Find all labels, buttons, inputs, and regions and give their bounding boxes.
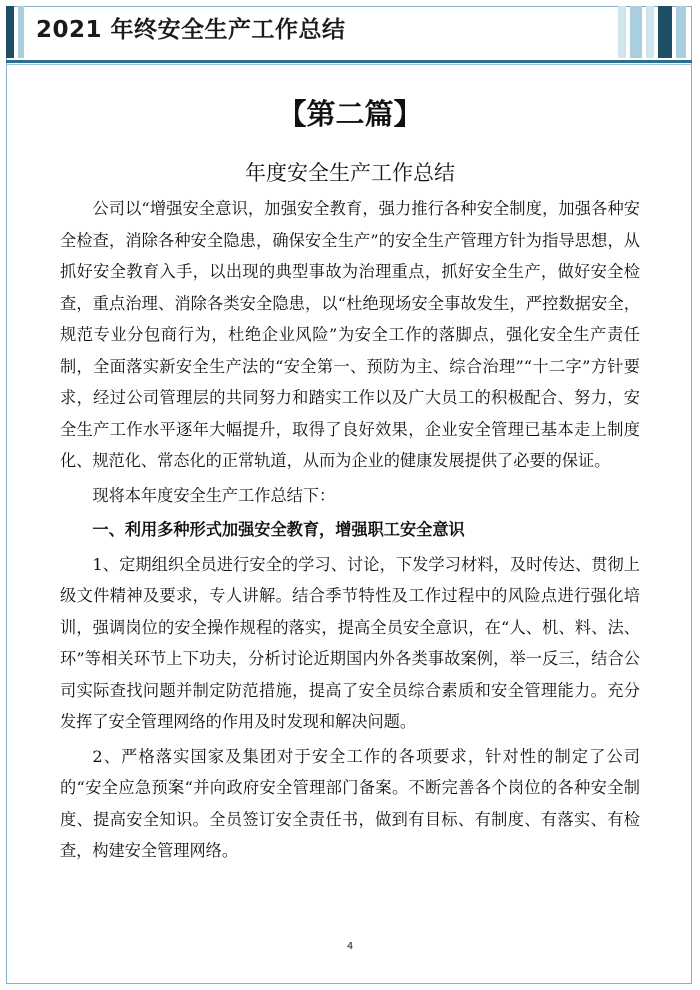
body-paragraph: 2、严格落实国家及集团对于安全工作的各项要求，针对性的制定了公司的“安全应急预案“并向政府安全管理部门备案。不断完善各个岗位的各种安全制度、提高安全知识。全员签订安全责任书，做到有目标、有制度、有落实、有检查，构建安全管理网络。 <box>60 746 640 860</box>
body-paragraph: 1、定期组织全员进行安全的学习、讨论，下发学习材料，及时传达、贯彻上级文件精神及要求，专人讲解。结合季节特性及工作过程中的风险点进行强化培训，强调岗位的安全操作规程的落实，提高全员安全意识，在“人、机、料、法、环”等相关环节上下功夫，分析讨论近期国内外各类事故案例，举一反三，结合公司实际查找问题并制定防范措施，提高了安全员综合素质和安全管理能力。充分发挥了安全管理网络的作用及时发现和解决问题。 <box>60 554 640 731</box>
page-header <box>0 0 700 64</box>
document-title: 年度安全生产工作总结 <box>245 161 455 185</box>
document-body <box>60 193 640 867</box>
header-left-bar <box>6 6 14 58</box>
header-stripe <box>676 6 686 58</box>
page-number: 4 <box>346 941 354 952</box>
header-rule-thin <box>6 64 692 65</box>
header-stripe <box>618 6 626 58</box>
body-paragraph: 公司以“增强安全意识，加强安全教育，强力推行各种安全制度，加强各种安全检查，消除各种安全隐患，确保安全生产”的安全生产管理方针为指导思想，从抓好安全教育入手，以出现的典型事故为治理重点，抓好安全生产，做好安全检查，重点治理、消除各类安全隐患，以“杜绝现场安全事故发生，严控数据安全，规范专业分包商行为，杜绝企业风险”为安全工作的落脚点，强化安全生产责任制，全面落实新安全生产法的“安全第一、预防为主、综合治理”“十二字”方针要求，经过公司管理层的共同努力和踏实工作以及广大员工的积极配合、努力，安全生产工作水平逐年大幅提升，取得了良好效果，企业安全管理已基本走上制度化、规范化、常态化的正常轨道，从而为企业的健康发展提供了必要的保证。 <box>60 199 640 470</box>
header-stripe <box>630 6 642 58</box>
chapter-title: 【第二篇】 <box>277 97 423 131</box>
header-left-bar-light <box>18 6 24 58</box>
section-heading: 一、利用多种形式加强安全教育，增强职工安全意识 <box>92 520 465 539</box>
header-stripe <box>646 6 654 58</box>
header-title: 2021 年终安全生产工作总结 <box>36 17 346 43</box>
header-stripe <box>658 6 672 58</box>
header-rule <box>6 60 692 63</box>
header-stripes-decoration <box>618 6 692 58</box>
body-paragraph: 现将本年度安全生产工作总结下： <box>92 485 336 505</box>
